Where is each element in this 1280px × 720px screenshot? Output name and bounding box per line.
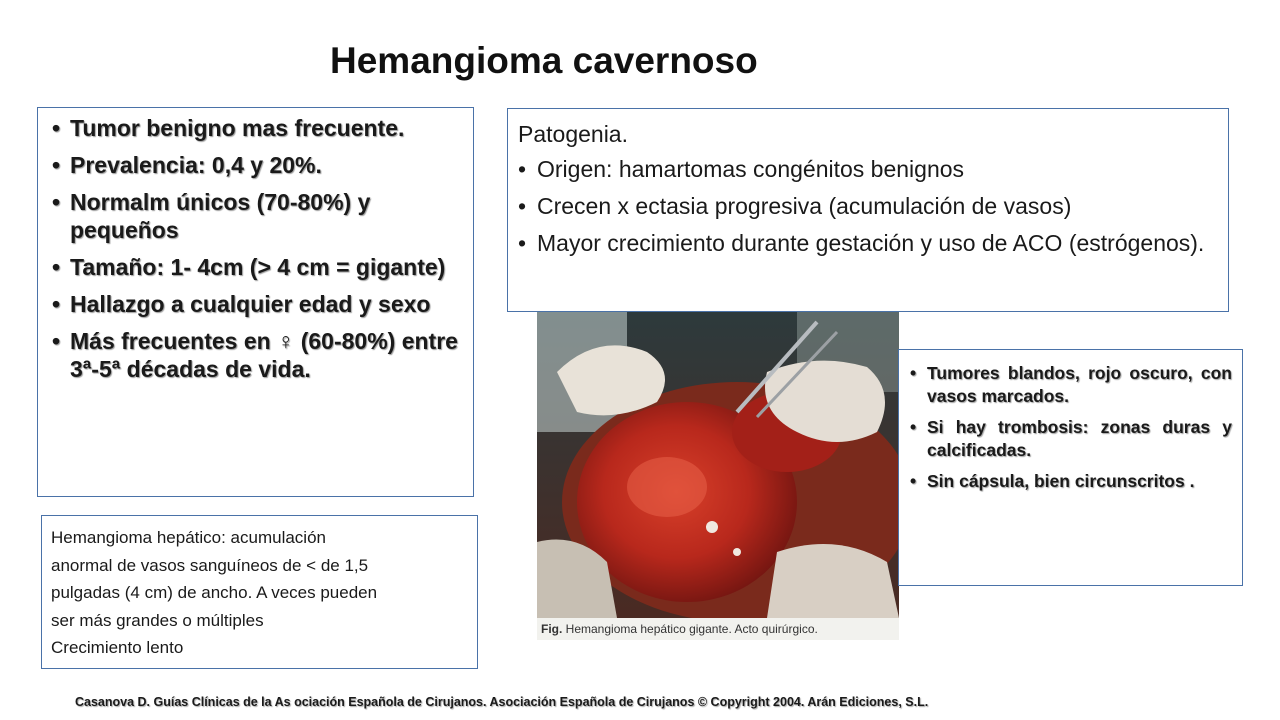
- definition-text: [51, 524, 471, 662]
- caption-text: Hemangioma hepático gigante. Acto quirúrgico.: [565, 622, 818, 636]
- summary-item: • Hallazgo a cualquier edad y sexo: [46, 290, 467, 318]
- definition-box: [41, 515, 478, 669]
- feature-item: • Si hay trombosis: zonas duras y calcificadas.: [907, 416, 1232, 462]
- definition-line: pulgadas (4 cm) de ancho. A veces pueden: [51, 583, 378, 602]
- summary-item: • Tamaño: 1- 4cm (> 4 cm = gigante): [46, 253, 467, 281]
- summary-item: • Normalm únicos (70-80%) y pequeños: [46, 188, 467, 244]
- summary-item: • Más frecuentes en ♀ (60-80%) entre 3ª-5ª décadas de vida.: [46, 327, 467, 383]
- surgery-illustration: [537, 312, 899, 618]
- slide-title: Hemangioma cavernoso: [330, 40, 758, 81]
- patogenia-box: [507, 108, 1229, 312]
- feature-item: • Tumores blandos, rojo oscuro, con vasos marcados.: [907, 362, 1232, 408]
- surgical-photo: [537, 312, 899, 640]
- features-list: [907, 362, 1232, 493]
- photo-caption: [537, 618, 899, 640]
- summary-item: • Tumor benigno mas frecuente.: [46, 114, 467, 142]
- patogenia-heading: Patogenia.: [518, 121, 628, 147]
- definition-line: Hemangioma hepático: acumulación: [51, 528, 326, 547]
- summary-list: [46, 114, 467, 383]
- citation-footer: Casanova D. Guías Clínicas de la As ociación Española de Cirujanos. Asociación Española de Cirujanos © Copyright 2004. Arán Ediciones, S.L.: [75, 695, 929, 709]
- patogenia-list: [518, 154, 1220, 258]
- definition-line: Crecimiento lento: [51, 638, 184, 657]
- summary-box: [37, 107, 474, 497]
- feature-item: • Sin cápsula, bien circunscritos .: [907, 470, 1232, 493]
- definition-line: ser más grandes o múltiples: [51, 610, 264, 630]
- definition-line: anormal de vasos sanguíneos de < de 1,5: [51, 555, 369, 575]
- patogenia-item: • Mayor crecimiento durante gestación y uso de ACO (estrógenos).: [518, 228, 1220, 258]
- features-box: [898, 349, 1243, 586]
- patogenia-item: • Origen: hamartomas congénitos benignos: [518, 154, 1220, 184]
- caption-label: Fig.: [541, 622, 563, 636]
- summary-item: • Prevalencia: 0,4 y 20%.: [46, 151, 467, 179]
- patogenia-item: • Crecen x ectasia progresiva (acumulación de vasos): [518, 191, 1220, 221]
